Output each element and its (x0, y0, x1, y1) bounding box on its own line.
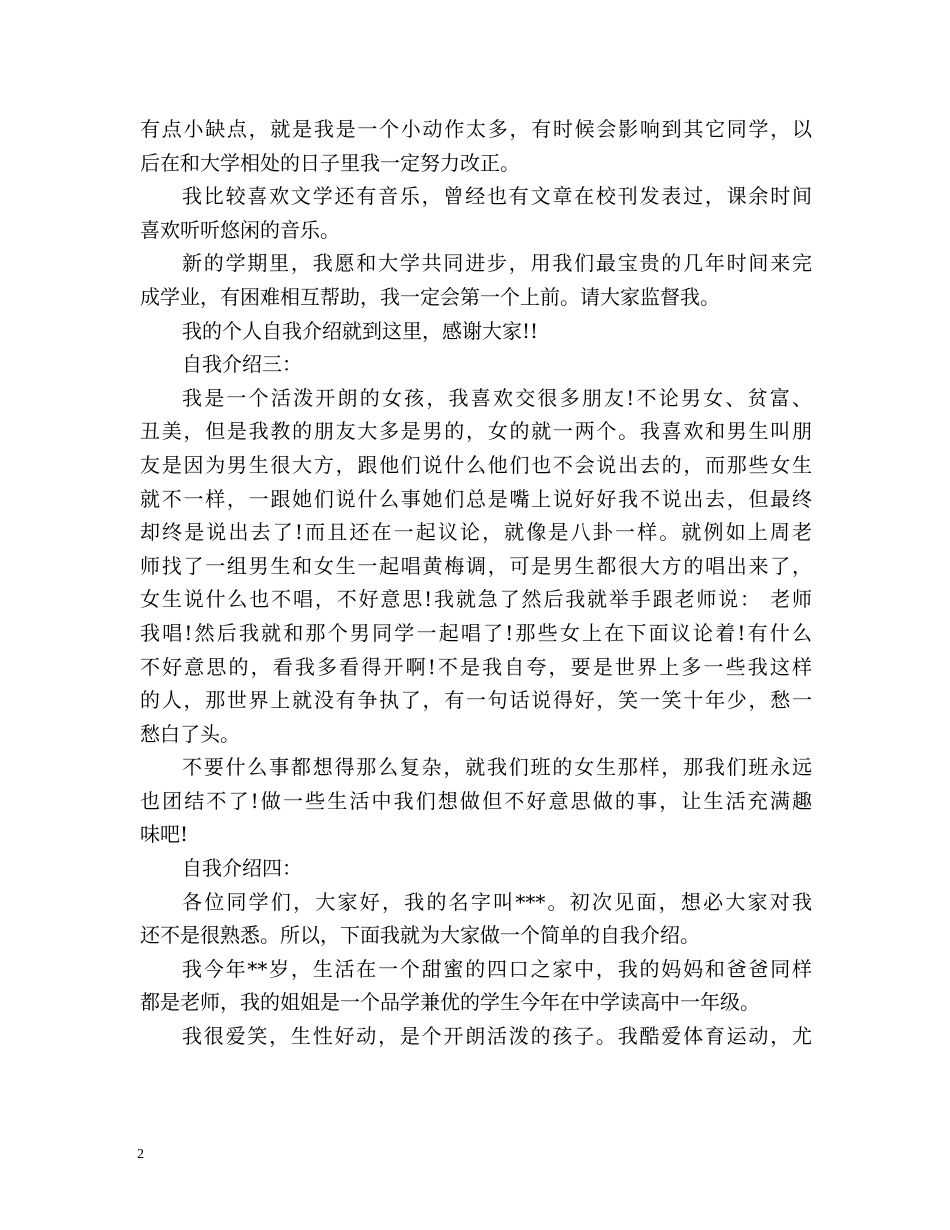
text-line: 不好意思的，看我多看得开啊!不是我自夸，要是世界上多一些我这样 (140, 654, 812, 679)
page-number: 2 (137, 1147, 144, 1162)
text-line: 愁白了头。 (140, 721, 240, 746)
text-line: 自我介绍三： (182, 352, 302, 377)
text-line: 友是因为男生很大方，跟他们说什么他们也不会说出去的，而那些女生 (140, 452, 812, 477)
text-line: 我唱!然后我就和那个男同学一起唱了!那些女上在下面议论着!有什么 (140, 620, 812, 645)
text-line: 就不一样，一跟她们说什么事她们总是嘴上说好好我不说出去，但最终 (140, 486, 812, 511)
text-line: 也团结不了!做一些生活中我们想做但不好意思做的事，让生活充满趣 (140, 788, 812, 813)
text-line: 成学业，有困难相互帮助，我一定会第一个上前。请大家监督我。 (140, 284, 720, 309)
text-line: 都是老师，我的姐姐是一个品学兼优的学生今年在中学读高中一年级。 (140, 990, 760, 1015)
text-line: 我今年**岁，生活在一个甜蜜的四口之家中，我的妈妈和爸爸同样 (182, 956, 812, 981)
body-text (140, 113, 812, 1054)
text-line: 我比较喜欢文学还有音乐，曾经也有文章在校刊发表过，课余时间 (182, 184, 812, 209)
text-line: 丑美，但是我教的朋友大多是男的，女的就一两个。我喜欢和男生叫朋 (140, 419, 812, 444)
text-line: 有点小缺点，就是我是一个小动作太多，有时候会影响到其它同学，以 (140, 117, 812, 141)
text-line: 不要什么事都想得那么复杂，就我们班的女生那样，那我们班永远 (182, 755, 812, 780)
text-line: 喜欢听听悠闲的音乐。 (140, 217, 340, 242)
text-line: 我是一个活泼开朗的女孩，我喜欢交很多朋友!不论男女、贫富、 (182, 385, 812, 410)
text-line: 我很爱笑，生性好动，是个开朗活泼的孩子。我酷爱体育运动，尤 (182, 1024, 812, 1049)
text-line: 各位同学们，大家好，我的名字叫***。初次见面，想必大家对我 (182, 889, 812, 914)
text-line: 师找了一组男生和女生一起唱黄梅调，可是男生都很大方的唱出来了， (140, 553, 812, 578)
text-line: 新的学期里，我愿和大学共同进步，用我们最宝贵的几年时间来完 (182, 251, 812, 276)
text-line: 还不是很熟悉。所以，下面我就为大家做一个简单的自我介绍。 (140, 923, 700, 948)
text-line: 味吧! (140, 822, 189, 847)
text-line: 女生说什么也不唱，不好意思!我就急了然后我就举手跟老师说： 老师 (140, 587, 812, 612)
text-line: 我的个人自我介绍就到这里，感谢大家!! (182, 318, 539, 343)
text-line: 的人，那世界上就没有争执了，有一句话说得好，笑一笑十年少，愁一 (140, 688, 812, 713)
text-line: 后在和大学相处的日子里我一定努力改正。 (140, 150, 520, 175)
text-line: 却终是说出去了!而且还在一起议论，就像是八卦一样。就例如上周老 (140, 520, 812, 545)
text-line: 自我介绍四： (182, 856, 302, 881)
